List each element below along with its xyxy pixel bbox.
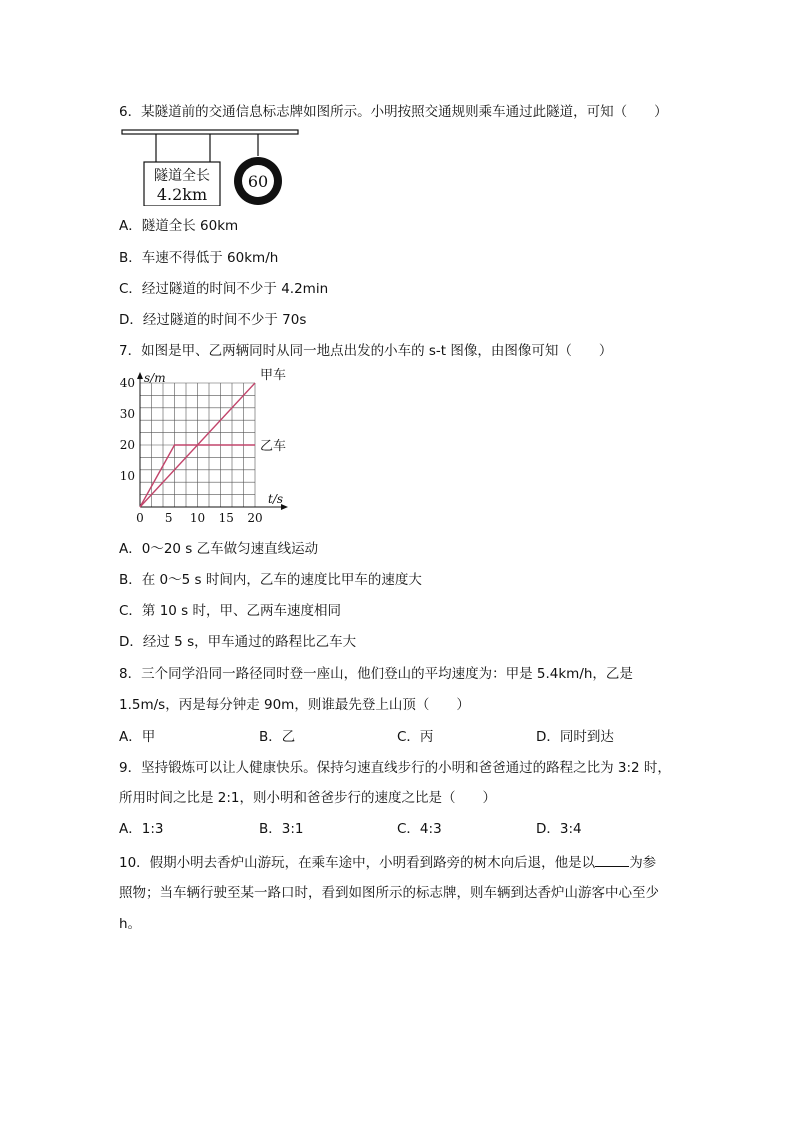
q9-stem-line2: 所用时间之比是 2:1，则小明和爸爸步行的速度之比是（ ） <box>119 790 497 806</box>
q7-option-a: A．0～20 s 乙车做匀速直线运动 <box>119 541 319 557</box>
q7-stem: 7．如图是甲、乙两辆同时从同一地点出发的小车的 s-t 图像，由图像可知（ ） <box>119 343 613 359</box>
q9-option-a: A．1:3 <box>119 821 164 837</box>
q9-option-c: C．4:3 <box>397 821 442 837</box>
x-tick-label: 10 <box>189 511 206 525</box>
q9-stem-line1: 9．坚持锻炼可以让人健康快乐。保持匀速直线步行的小明和爸爸通过的路程之比为 3:2 时， <box>119 760 671 776</box>
q9-option-d: D．3:4 <box>536 821 582 837</box>
q8-option-b: B．乙 <box>259 729 296 745</box>
q10-line2: 照物；当车辆行驶至某一路口时，看到如图所示的标志牌，则车辆到达香炉山游客中心至少 <box>119 885 659 901</box>
x-tick-label: 0 <box>136 511 144 525</box>
q6-option-b: B．车速不得低于 60km/h <box>119 250 279 266</box>
q8-option-d: D．同时到达 <box>536 729 614 745</box>
sign-tunnel-length: 4.2km <box>156 185 208 204</box>
q7-option-c: C．第 10 s 时，甲、乙两车速度相同 <box>119 603 342 619</box>
q10-line3: h。 <box>119 916 142 932</box>
x-tick-label: 20 <box>247 511 263 525</box>
q8-stem-line1: 8．三个同学沿同一路径同时登一座山，他们登山的平均速度为：甲是 5.4km/h，乙是 <box>119 666 633 682</box>
y-tick-label: 30 <box>119 407 135 421</box>
speed-limit-value: 60 <box>247 172 269 191</box>
x-tick-label: 15 <box>218 511 234 525</box>
y-tick-label: 40 <box>119 376 135 390</box>
x-tick-label: 5 <box>164 511 173 525</box>
q8-option-c: C．丙 <box>397 729 434 745</box>
q10-line1 <box>119 852 656 872</box>
q10-line1-post: 为参 <box>629 855 657 871</box>
q6-stem: 6．某隧道前的交通信息标志牌如图所示。小明按照交通规则乘车通过此隧道，可知（ ） <box>119 104 668 120</box>
y-axis-arrow <box>137 372 143 379</box>
y-axis-label: s/m <box>144 371 166 385</box>
q7-option-b: B．在 0～5 s 时间内，乙车的速度比甲车的速度大 <box>119 572 422 588</box>
q6-option-c: C．经过隧道的时间不少于 4.2min <box>119 281 329 297</box>
q8-option-a: A．甲 <box>119 729 156 745</box>
q6-option-d: D．经过隧道的时间不少于 70s <box>119 312 307 328</box>
traffic-sign-figure <box>118 124 308 206</box>
q10-line1-pre: 10．假期小明去香炉山游玩，在乘车途中，小明看到路旁的树木向后退，他是以 <box>119 855 596 871</box>
sign-tunnel-label: 隧道全长 <box>154 168 210 184</box>
q8-stem-line2: 1.5m/s，丙是每分钟走 90m，则谁最先登上山顶（ ） <box>119 697 470 713</box>
q10-blank-reference[interactable] <box>595 852 629 867</box>
q9-option-b: B．3:1 <box>259 821 304 837</box>
x-axis-label: t/s <box>268 492 284 506</box>
series-label: 甲车 <box>260 368 287 383</box>
st-graph <box>116 366 300 528</box>
q6-option-a: A．隧道全长 60km <box>119 218 239 234</box>
q7-option-d: D．经过 5 s，甲车通过的路程比乙车大 <box>119 634 357 650</box>
y-tick-label: 20 <box>119 438 135 452</box>
y-tick-label: 10 <box>119 469 135 483</box>
series-label: 乙车 <box>260 439 287 454</box>
